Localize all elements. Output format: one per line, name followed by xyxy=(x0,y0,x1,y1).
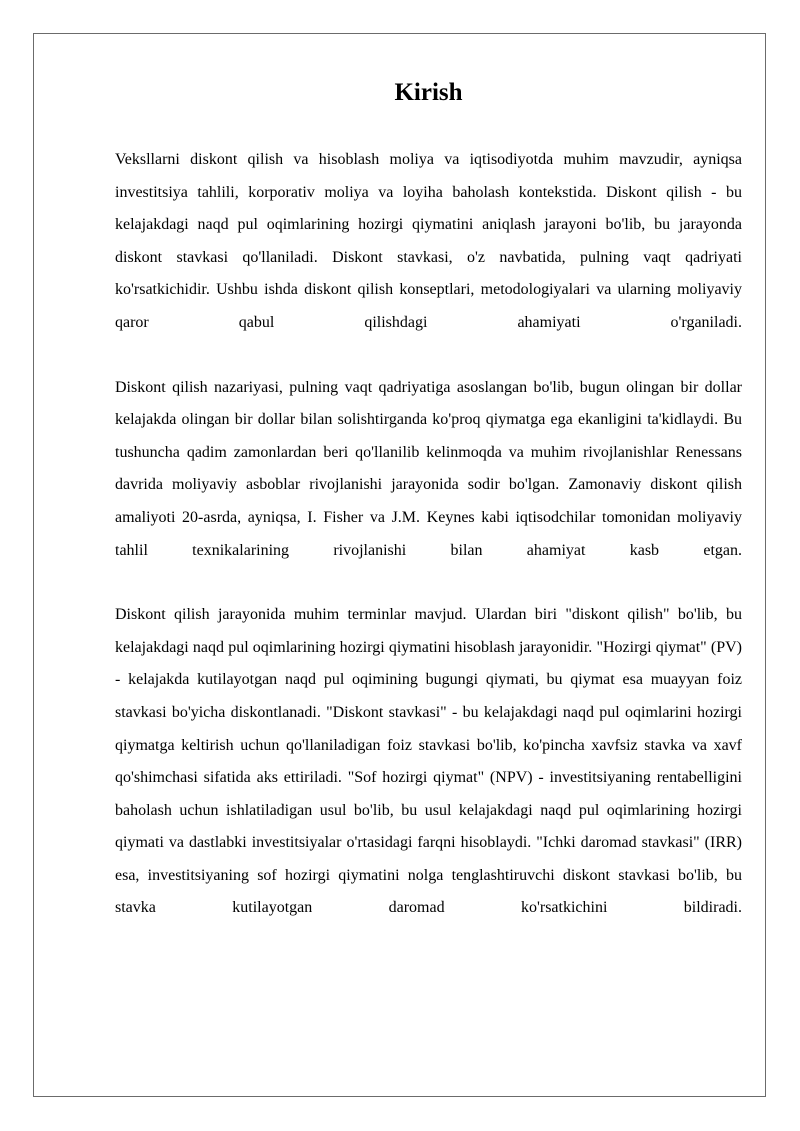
paragraph-terms: Diskont qilish jarayonida muhim terminlar mavjud. Ulardan biri "diskont qilish" bo'lib, bu kelajakdagi naqd pul oqimlarining hozirgi qiymatini hisoblash jarayonidir. "Hozirgi qiymat" (PV) - kelajakda kutilayotgan naqd pul oqimining bugungi qiymati, bu qiymat esa muayyan foiz stavkasi bo'yicha diskontlanadi. "Diskont stavkasi" - bu kelajakdagi naqd pul oqimlarini hozirgi qiymatga keltirish uchun qo'llaniladigan foiz stavkasi bo'lib, ko'pincha xavfsiz stavka va xavf qo'shimchasi sifatida aks ettiriladi. "Sof hozirgi qiymat" (NPV) - investitsiyaning rentabelligini baholash uchun ishlatiladigan usul bo'lib, bu usul kelajakdagi naqd pul oqimlarining hozirgi qiymati va dastlabki investitsiyalar o'rtasidagi farqni hisoblaydi. "Ichki daromad stavkasi" (IRR) esa, investitsiyaning sof hozirgi qiymatini nolga tenglashtiruvchi diskont stavkasi bo'lib, bu stavka kutilayotgan daromad ko'rsatkichini bildiradi. xyxy=(115,606,742,917)
paragraph-theory: Diskont qilish nazariyasi, pulning vaqt qadriyatiga asoslangan bo'lib, bugun olingan bir dollar kelajakda olingan bir dollar bilan solishtirganda ko'proq qiymatga ega ekanligini ta'kidlaydi. Bu tushuncha qadim zamonlardan beri qo'llanilib kelinmoqda va muhim rivojlanishlar Renessans davrida moliyaviy asboblar rivojlanishi jarayonida sodir bo'lgan. Zamonaviy diskont qilish amaliyoti 20-asrda, ayniqsa, I. Fisher va J.M. Keynes kabi iqtisodchilar tomonidan moliyaviy tahlil texnikalarining rivojlanishi bilan ahamiyat kasb etgan. xyxy=(115,378,742,559)
document-title: Kirish xyxy=(394,79,463,106)
document-body xyxy=(115,76,742,925)
paragraph-introduction: Veksllarni diskont qilish va hisoblash moliya va iqtisodiyotda muhim mavzudir, ayniqsa investitsiya tahlili, korporativ moliya va loyiha baholash kontekstida. Diskont qilish - bu kelajakdagi naqd pul oqimlarining hozirgi qiymatini aniqlash jarayoni bo'lib, bu jarayonda diskont stavkasi qo'llaniladi. Diskont stavkasi, o'z navbatida, pulning vaqt qadriyati ko'rsatkichidir. Ushbu ishda diskont qilish konseptlari, metodologiyalari va ularning moliyaviy qaror qabul qilishdagi ahamiyati o'rganiladi. xyxy=(115,151,742,331)
